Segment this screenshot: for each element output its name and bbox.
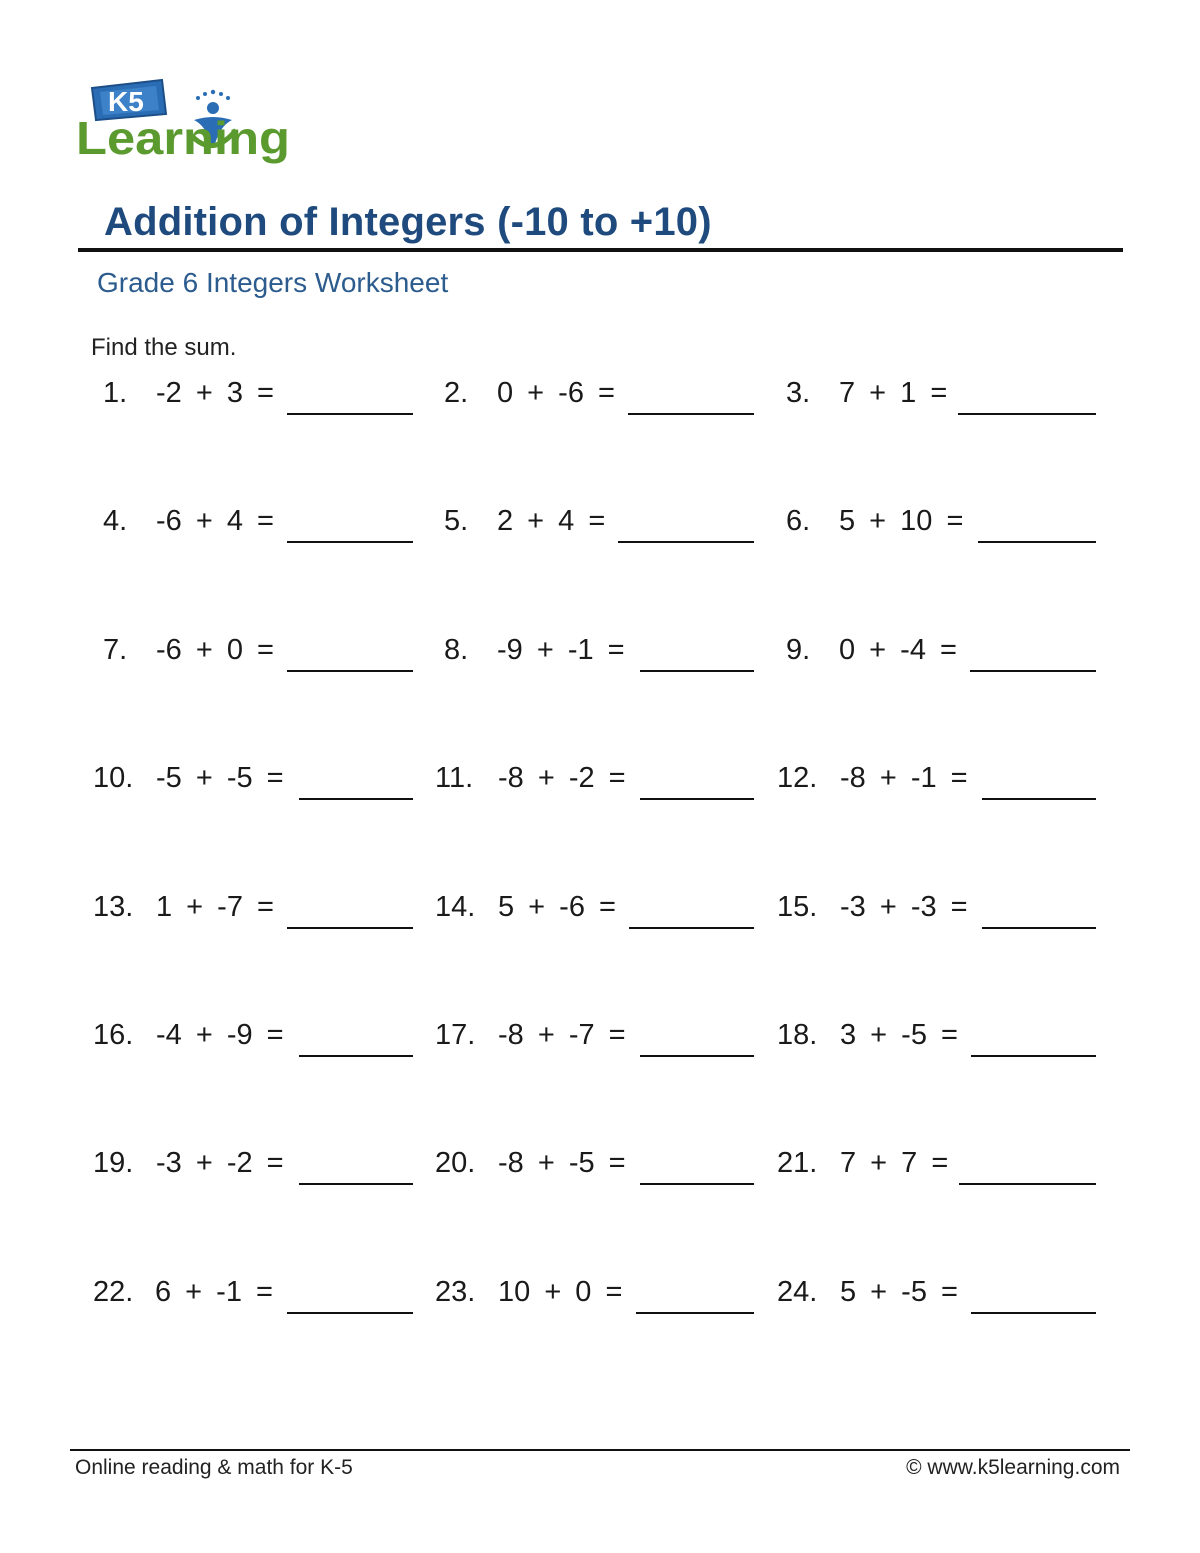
answer-blank[interactable] bbox=[299, 798, 413, 800]
problem-number: 15. bbox=[777, 891, 818, 923]
problem-21 bbox=[777, 1147, 1099, 1187]
answer-blank[interactable] bbox=[299, 1055, 413, 1057]
answer-blank[interactable] bbox=[287, 927, 413, 929]
problem-number: 5. bbox=[444, 505, 469, 537]
problem-number: 22. bbox=[93, 1276, 134, 1308]
problem-number: 8. bbox=[444, 634, 469, 666]
footer-divider bbox=[70, 1449, 1130, 1451]
problem-1 bbox=[103, 377, 415, 417]
instructions: Find the sum. bbox=[91, 334, 237, 361]
problem-15 bbox=[777, 891, 1099, 931]
problem-22 bbox=[93, 1276, 415, 1316]
problem-6 bbox=[786, 505, 1098, 545]
answer-blank[interactable] bbox=[618, 541, 754, 543]
problem-13 bbox=[93, 891, 415, 931]
answer-blank[interactable] bbox=[970, 670, 1096, 672]
problem-expression: 10 + 0 = bbox=[498, 1276, 623, 1308]
problem-19 bbox=[93, 1147, 415, 1187]
problem-expression: -3 + -3 = bbox=[840, 891, 968, 923]
problem-number: 11. bbox=[435, 762, 474, 794]
problem-12 bbox=[777, 762, 1099, 802]
problem-16 bbox=[93, 1019, 415, 1059]
problem-number: 17. bbox=[435, 1019, 476, 1051]
problem-number: 10. bbox=[93, 762, 134, 794]
answer-blank[interactable] bbox=[640, 670, 754, 672]
problem-10 bbox=[93, 762, 415, 802]
problem-number: 13. bbox=[93, 891, 134, 923]
problem-expression: 7 + 7 = bbox=[840, 1147, 949, 1179]
problem-number: 14. bbox=[435, 891, 476, 923]
problem-expression: -5 + -5 = bbox=[156, 762, 284, 794]
problem-4 bbox=[103, 505, 415, 545]
problem-number: 19. bbox=[93, 1147, 134, 1179]
page-subtitle: Grade 6 Integers Worksheet bbox=[97, 267, 449, 298]
problem-number: 3. bbox=[786, 377, 811, 409]
title-divider bbox=[78, 248, 1123, 252]
problem-11 bbox=[435, 762, 757, 802]
problem-number: 24. bbox=[777, 1276, 818, 1308]
problem-expression: -6 + 0 = bbox=[156, 634, 274, 666]
footer-tagline: Online reading & math for K-5 bbox=[75, 1456, 353, 1479]
answer-blank[interactable] bbox=[982, 798, 1096, 800]
problem-9 bbox=[786, 634, 1098, 674]
problem-expression: -3 + -2 = bbox=[156, 1147, 284, 1179]
answer-blank[interactable] bbox=[971, 1312, 1096, 1314]
problem-3 bbox=[786, 377, 1098, 417]
problem-number: 23. bbox=[435, 1276, 476, 1308]
problem-20 bbox=[435, 1147, 757, 1187]
footer-copyright-url: © www.k5learning.com bbox=[906, 1456, 1120, 1479]
answer-blank[interactable] bbox=[640, 1055, 754, 1057]
problem-expression: 1 + -7 = bbox=[156, 891, 274, 923]
problem-23 bbox=[435, 1276, 757, 1316]
problem-expression: 2 + 4 = bbox=[497, 505, 606, 537]
problem-14 bbox=[435, 891, 757, 931]
answer-blank[interactable] bbox=[978, 541, 1096, 543]
problem-2 bbox=[444, 377, 756, 417]
answer-blank[interactable] bbox=[287, 670, 413, 672]
problem-expression: 7 + 1 = bbox=[839, 377, 948, 409]
problem-expression: -8 + -2 = bbox=[498, 762, 626, 794]
problem-expression: -8 + -7 = bbox=[498, 1019, 626, 1051]
k5-learning-logo bbox=[74, 74, 294, 174]
problem-18 bbox=[777, 1019, 1099, 1059]
problem-5 bbox=[444, 505, 756, 545]
problem-8 bbox=[444, 634, 756, 674]
answer-blank[interactable] bbox=[640, 1183, 754, 1185]
problem-expression: -2 + 3 = bbox=[156, 377, 274, 409]
problem-expression: 0 + -6 = bbox=[497, 377, 615, 409]
problem-24 bbox=[777, 1276, 1099, 1316]
problem-number: 18. bbox=[777, 1019, 818, 1051]
answer-blank[interactable] bbox=[636, 1312, 754, 1314]
problem-expression: -6 + 4 = bbox=[156, 505, 274, 537]
problem-number: 16. bbox=[93, 1019, 134, 1051]
problem-number: 1. bbox=[103, 377, 128, 409]
problem-expression: -4 + -9 = bbox=[156, 1019, 284, 1051]
answer-blank[interactable] bbox=[287, 413, 413, 415]
problem-expression: 6 + -1 = bbox=[155, 1276, 273, 1308]
problem-expression: 3 + -5 = bbox=[840, 1019, 958, 1051]
page-title: Addition of Integers (-10 to +10) bbox=[104, 200, 712, 244]
answer-blank[interactable] bbox=[971, 1055, 1096, 1057]
answer-blank[interactable] bbox=[640, 798, 754, 800]
problem-number: 2. bbox=[444, 377, 469, 409]
problem-number: 4. bbox=[103, 505, 128, 537]
problem-expression: -8 + -5 = bbox=[498, 1147, 626, 1179]
problem-7 bbox=[103, 634, 415, 674]
problem-17 bbox=[435, 1019, 757, 1059]
problem-expression: -8 + -1 = bbox=[840, 762, 968, 794]
answer-blank[interactable] bbox=[982, 927, 1096, 929]
problem-number: 7. bbox=[103, 634, 128, 666]
answer-blank[interactable] bbox=[287, 541, 413, 543]
problem-expression: 0 + -4 = bbox=[839, 634, 957, 666]
problem-expression: 5 + -6 = bbox=[498, 891, 616, 923]
problem-number: 6. bbox=[786, 505, 811, 537]
answer-blank[interactable] bbox=[958, 413, 1096, 415]
problem-expression: 5 + -5 = bbox=[840, 1276, 958, 1308]
answer-blank[interactable] bbox=[299, 1183, 413, 1185]
logo-badge-text: K5 bbox=[108, 86, 144, 117]
answer-blank[interactable] bbox=[628, 413, 754, 415]
logo-wordmark: Learning bbox=[76, 112, 290, 164]
problem-number: 9. bbox=[786, 634, 811, 666]
answer-blank[interactable] bbox=[629, 927, 754, 929]
answer-blank[interactable] bbox=[959, 1183, 1096, 1185]
problem-number: 12. bbox=[777, 762, 818, 794]
answer-blank[interactable] bbox=[287, 1312, 413, 1314]
problem-expression: -9 + -1 = bbox=[497, 634, 625, 666]
problem-number: 20. bbox=[435, 1147, 476, 1179]
problem-number: 21. bbox=[777, 1147, 818, 1179]
problem-expression: 5 + 10 = bbox=[839, 505, 964, 537]
